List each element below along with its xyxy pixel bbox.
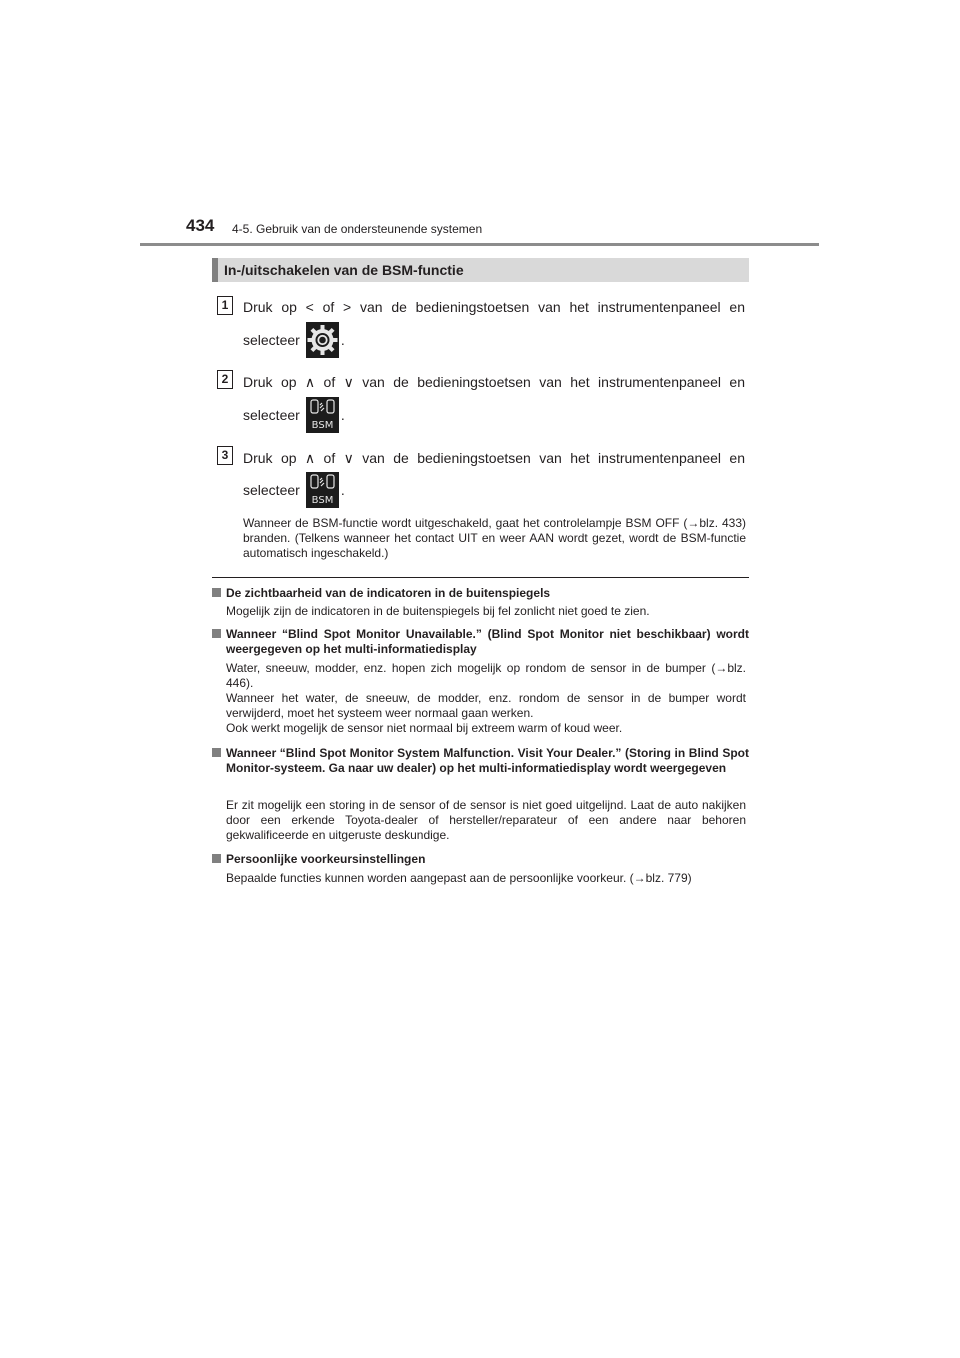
bsm-icon <box>306 397 339 433</box>
bsm-icon-label: BSM <box>311 420 334 431</box>
bullet-square-icon <box>212 854 221 863</box>
info-heading-2-text: Wanneer “Blind Spot Monitor Unavailable.” (Blind Spot Monitor niet beschikbaar) wordt weergegeven op het multi-informatiedisplay <box>226 627 749 656</box>
header-rule <box>140 243 819 246</box>
step-3-line2 <box>243 472 345 508</box>
page-number: 434 <box>186 216 215 235</box>
info-body-1 <box>226 604 746 619</box>
bsm-icon-label: BSM <box>311 495 334 506</box>
info-body-2-p3: Ook werkt mogelijk de sensor niet normaal bij extreem warm of koud weer. <box>226 721 623 735</box>
info-heading-3 <box>212 746 749 776</box>
step-1-period: . <box>340 332 345 348</box>
step-3-select-label: selecteer <box>243 482 300 498</box>
step-number-1: 1 <box>217 296 233 315</box>
info-body-1-p1: Mogelijk zijn de indicatoren in de buitenspiegels bij fel zonlicht niet goed te zien. <box>226 604 650 618</box>
info-body-4-p1: Bepaalde functies kunnen worden aangepast aan de persoonlijke voorkeur. (→blz. 779) <box>226 871 692 885</box>
step-number-2: 2 <box>217 370 233 389</box>
settings-gear-icon <box>306 322 339 358</box>
info-body-3 <box>226 798 746 843</box>
step-3-period: . <box>340 482 345 498</box>
step-3-line1: Druk op ∧ of ∨ van de bedieningstoetsen van het instrumentenpaneel en <box>243 450 745 466</box>
info-heading-1 <box>212 586 749 601</box>
info-body-2 <box>226 661 746 736</box>
info-heading-2 <box>212 627 749 657</box>
step-note: Wanneer de BSM-functie wordt uitgeschakeld, gaat het controlelampje BSM OFF (→blz. 433) branden. (Telkens wanneer het contact UIT en weer AAN wordt gezet, wordt de BSM-functie automatisch ingeschakeld.) <box>243 516 746 560</box>
info-body-3-p1: Er zit mogelijk een storing in de sensor of de sensor is niet goed uitgelijnd. Laat de auto nakijken door een erkende Toyota-dealer of hersteller/reparateur of een andere naar behoren gekwalificeerde en uitgeruste deskundige. <box>226 798 746 842</box>
info-heading-3-text: Wanneer “Blind Spot Monitor System Malfunction. Visit Your Dealer.” (Storing in Blind Spot Monitor-systeem. Ga naar uw dealer) op het multi-informatiedisplay wordt weergegeven <box>226 746 749 775</box>
bsm-icon <box>306 472 339 508</box>
info-body-2-p2: Wanneer het water, de sneeuw, de modder, enz. rondom de sensor in de bumper wordt verwijderd, moet het systeem weer normaal gaan werken. <box>226 691 746 720</box>
step-1-line2 <box>243 322 345 358</box>
step-1-line1: Druk op < of > van de bedieningstoetsen van het instrumentenpaneel en <box>243 299 745 315</box>
chapter-title: 4-5. Gebruik van de ondersteunende systemen <box>232 222 483 236</box>
bullet-square-icon <box>212 748 221 757</box>
step-2-period: . <box>340 407 345 423</box>
info-heading-4-text: Persoonlijke voorkeursinstellingen <box>226 852 426 866</box>
separator-rule <box>212 577 749 578</box>
step-2-select-label: selecteer <box>243 407 300 423</box>
info-body-2-p1: Water, sneeuw, modder, enz. hopen zich mogelijk op rondom de sensor in de bumper (→blz. 446). <box>226 661 746 690</box>
bullet-square-icon <box>212 629 221 638</box>
step-number-3: 3 <box>217 446 233 465</box>
step-2-line1: Druk op ∧ of ∨ van de bedieningstoetsen van het instrumentenpaneel en <box>243 374 745 390</box>
step-2-line2 <box>243 397 345 433</box>
step-1-select-label: selecteer <box>243 332 300 348</box>
bullet-square-icon <box>212 588 221 597</box>
info-body-4 <box>226 871 746 886</box>
section-heading: In-/uitschakelen van de BSM-functie <box>212 258 749 282</box>
info-heading-1-text: De zichtbaarheid van de indicatoren in de buitenspiegels <box>226 586 551 600</box>
info-heading-4 <box>212 852 749 867</box>
